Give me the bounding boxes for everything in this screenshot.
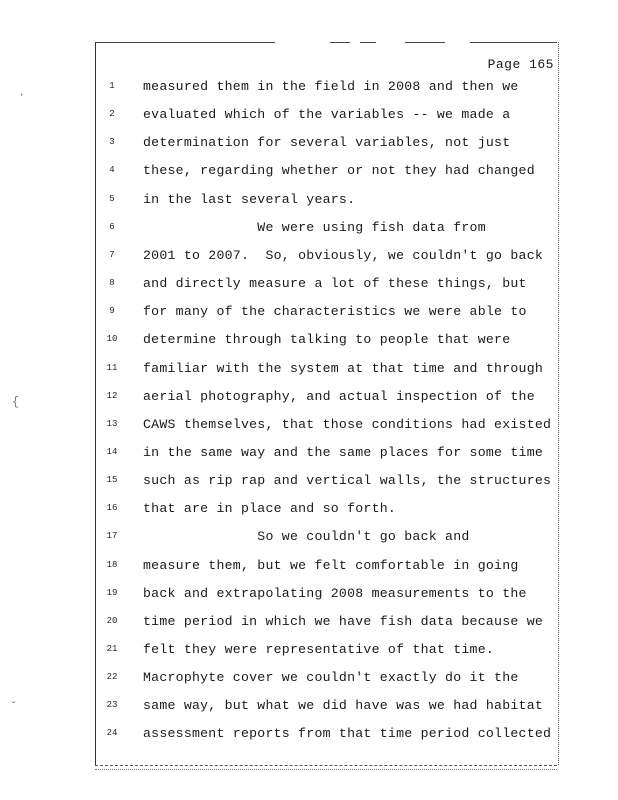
transcript-line <box>0 306 618 334</box>
transcript-line <box>0 585 618 616</box>
transcript-line <box>0 728 618 756</box>
transcript-line <box>0 475 618 503</box>
margin-mark: { <box>12 395 20 409</box>
line-text: familiar with the system at that time and through <box>143 360 544 376</box>
line-number: 23 <box>106 700 118 711</box>
line-number: 10 <box>106 334 118 345</box>
line-text: for many of the characteristics we were able to <box>143 304 527 320</box>
line-text: Macrophyte cover we couldn't exactly do it the <box>143 670 519 686</box>
line-text: time period in which we have fish data because we <box>143 613 544 629</box>
line-number: 3 <box>109 137 115 148</box>
line-text: these, regarding whether or not they had changed <box>143 163 535 179</box>
line-text: aerial photography, and actual inspection of the <box>143 388 535 404</box>
line-number: 22 <box>106 672 118 683</box>
transcript-line <box>0 613 618 644</box>
transcript-line <box>0 360 618 391</box>
line-number: 9 <box>109 306 115 317</box>
transcript-line <box>0 531 618 559</box>
line-number: 17 <box>106 531 118 542</box>
line-number: 15 <box>106 475 118 486</box>
line-number: 6 <box>109 221 115 232</box>
transcript-line <box>0 388 618 419</box>
transcript-line <box>0 334 618 362</box>
transcript-line <box>0 700 618 728</box>
line-text: in the same way and the same places for some time <box>143 444 544 460</box>
line-number: 21 <box>106 644 118 654</box>
line-text: same way, but what we did have was we had habitat <box>143 698 544 714</box>
transcript-line <box>0 278 618 306</box>
line-text: CAWS themselves, that those conditions had existed <box>143 416 552 432</box>
line-number: 2 <box>109 109 115 120</box>
line-text: determine through talking to people that were <box>143 332 511 348</box>
line-text: in the last several years. <box>143 191 356 207</box>
line-text: such as rip rap and vertical walls, the structures <box>143 473 552 489</box>
line-number: 16 <box>106 503 118 514</box>
transcript-line <box>0 247 618 278</box>
transcript-line <box>0 165 618 193</box>
line-number: 14 <box>106 446 118 457</box>
transcript-line <box>0 219 618 250</box>
line-text: evaluated which of the variables -- we made a <box>143 107 511 123</box>
line-text: We were using fish data from <box>143 219 486 235</box>
line-number: 11 <box>106 362 118 373</box>
transcript-line <box>0 557 618 588</box>
line-number: 7 <box>109 249 115 260</box>
line-number: 20 <box>106 615 118 626</box>
line-text: So we couldn't go back and <box>143 529 470 545</box>
line-number: 5 <box>109 193 115 204</box>
page-number: Page 165 <box>487 57 554 72</box>
transcript-line <box>0 503 618 531</box>
line-text: back and extrapolating 2008 measurements to the <box>143 585 527 601</box>
line-text: measured them in the field in 2008 and then we <box>143 79 519 94</box>
line-number: 18 <box>106 559 118 570</box>
line-text: assessment reports from that time period collected <box>143 726 552 742</box>
transcript-line <box>0 672 618 700</box>
transcript-line <box>0 109 618 137</box>
line-number: 8 <box>109 278 115 289</box>
line-number: 19 <box>106 587 118 598</box>
transcript-line <box>0 416 618 447</box>
line-text: determination for several variables, not just <box>143 135 511 151</box>
line-text: measure them, but we felt comfortable in going <box>143 557 519 573</box>
margin-mark: ˇ <box>10 700 18 714</box>
line-number: 12 <box>106 390 118 401</box>
line-text: and directly measure a lot of these things, but <box>143 276 527 292</box>
line-number: 1 <box>109 81 115 91</box>
line-number: 4 <box>109 165 115 176</box>
line-text: felt they were representative of that time. <box>143 642 495 657</box>
line-text: 2001 to 2007. So, obviously, we couldn't go back <box>143 247 544 263</box>
bottom-rule <box>95 765 557 770</box>
transcript-line <box>0 191 618 222</box>
transcript-line <box>0 644 618 672</box>
line-text: that are in place and so forth. <box>143 501 397 517</box>
line-number: 24 <box>106 728 118 739</box>
margin-mark: · <box>18 88 26 102</box>
line-number: 13 <box>106 418 118 429</box>
transcript-line <box>0 444 618 475</box>
transcript-line <box>0 137 618 165</box>
transcript-line <box>0 81 618 109</box>
